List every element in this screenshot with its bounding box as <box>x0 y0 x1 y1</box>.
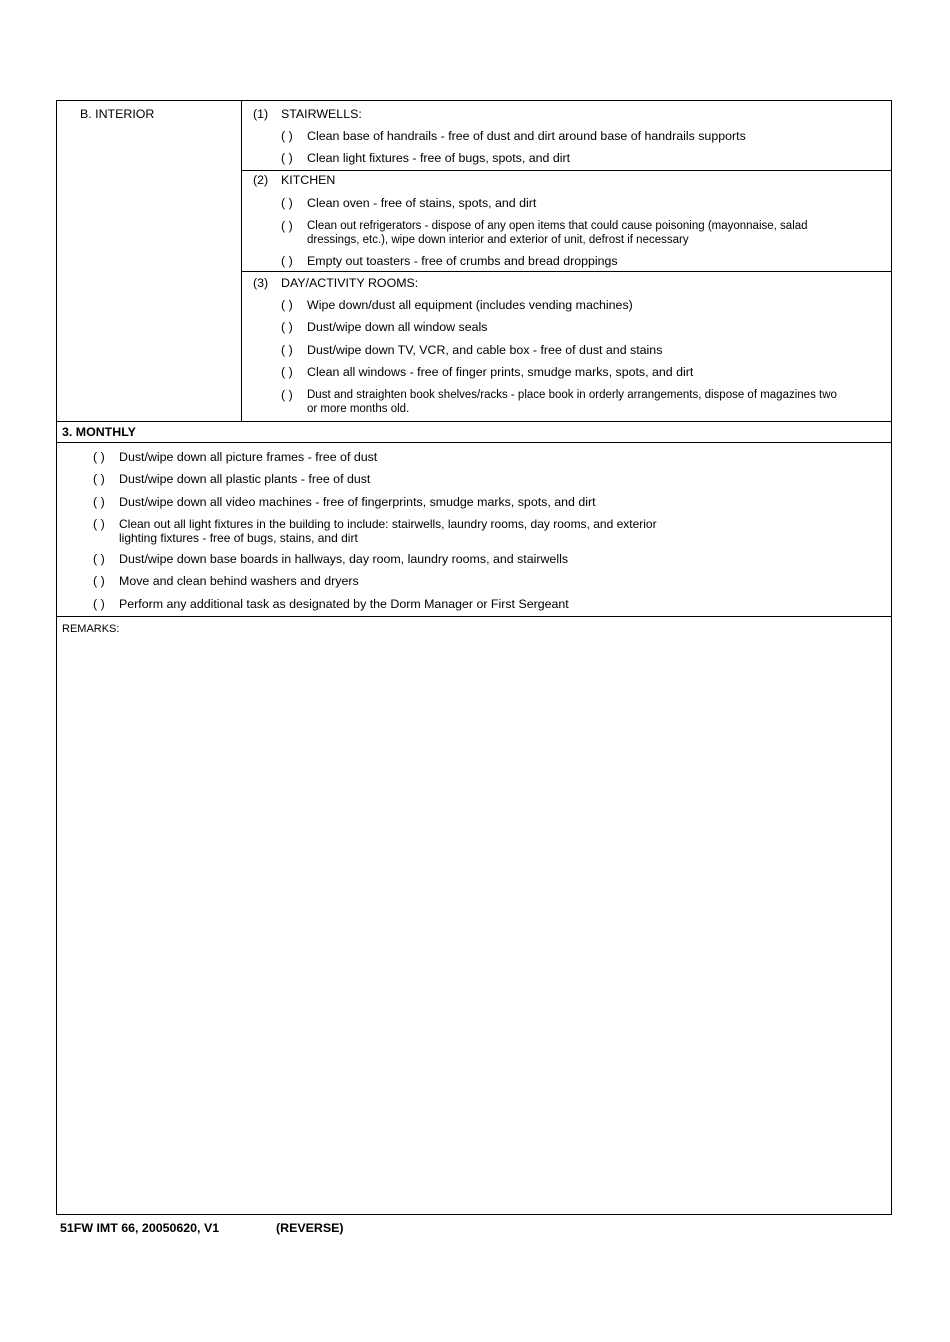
checkbox[interactable]: ( ) <box>93 472 105 486</box>
day-rooms-title: DAY/ACTIVITY ROOMS: <box>281 276 419 290</box>
page-side: (REVERSE) <box>276 1221 344 1235</box>
checklist-item <box>281 254 618 269</box>
remarks-label: REMARKS: <box>62 623 120 635</box>
checklist-item <box>93 495 596 510</box>
checklist-item <box>281 129 746 144</box>
checklist-item <box>281 298 633 313</box>
checklist-item <box>281 151 570 166</box>
item-text: Dust/wipe down TV, VCR, and cable box - free of dust and stains <box>307 343 663 357</box>
checkbox[interactable]: ( ) <box>93 450 105 464</box>
item-text: Dust/wipe down all picture frames - free of dust <box>119 450 378 464</box>
item-text: Dust/wipe down all window seals <box>307 320 488 334</box>
checklist-item <box>93 517 694 545</box>
checklist-item <box>93 574 359 589</box>
checkbox[interactable]: ( ) <box>281 343 293 357</box>
checkbox[interactable]: ( ) <box>281 254 293 268</box>
kitchen-number: (2) <box>253 173 269 187</box>
checkbox[interactable]: ( ) <box>281 129 293 143</box>
checklist-item <box>93 552 568 567</box>
item-text: Perform any additional task as designated by the Dorm Manager or First Sergeant <box>119 597 569 611</box>
checklist-item <box>281 219 847 247</box>
checkbox[interactable]: ( ) <box>281 219 293 233</box>
monthly-title: 3. MONTHLY <box>62 425 136 439</box>
checkbox[interactable]: ( ) <box>93 495 105 509</box>
item-text: Clean base of handrails - free of dust and dirt around base of handrails supports <box>307 129 746 143</box>
checkbox[interactable]: ( ) <box>281 365 293 379</box>
checkbox[interactable]: ( ) <box>93 574 105 588</box>
divider-day-rooms <box>241 271 892 272</box>
checklist-item <box>281 365 693 380</box>
remarks-area[interactable] <box>57 640 891 1214</box>
checkbox[interactable]: ( ) <box>281 151 293 165</box>
checklist-item <box>281 388 847 416</box>
checkbox[interactable]: ( ) <box>281 320 293 334</box>
checklist-item <box>281 320 487 335</box>
checkbox[interactable]: ( ) <box>281 388 293 402</box>
divider-monthly-top <box>56 421 892 422</box>
item-text: Wipe down/dust all equipment (includes vending machines) <box>307 298 633 312</box>
divider-monthly-header <box>56 442 892 443</box>
checklist-item <box>93 450 377 465</box>
item-text: Clean all windows - free of finger prints, smudge marks, spots, and dirt <box>307 365 694 379</box>
interior-label: B. INTERIOR <box>80 107 155 121</box>
stairwells-title: STAIRWELLS: <box>281 107 362 121</box>
item-text: Dust and straighten book shelves/racks - place book in orderly arrangements, dispose of magazines two or more months old. <box>307 389 837 415</box>
checklist-item <box>281 343 662 358</box>
checklist-item <box>281 196 536 211</box>
stairwells-number: (1) <box>253 107 269 121</box>
item-text: Clean light fixtures - free of bugs, spots, and dirt <box>307 151 571 165</box>
checkbox[interactable]: ( ) <box>93 597 105 611</box>
checkbox[interactable]: ( ) <box>281 196 293 210</box>
checklist-item <box>93 472 370 487</box>
divider-kitchen <box>241 170 892 171</box>
item-text: Dust/wipe down all plastic plants - free of dust <box>119 472 371 486</box>
form-id: 51FW IMT 66, 20050620, V1 <box>60 1221 220 1235</box>
checkbox[interactable]: ( ) <box>281 298 293 312</box>
checkbox[interactable]: ( ) <box>93 517 105 531</box>
item-text: Clean oven - free of stains, spots, and dirt <box>307 196 537 210</box>
divider-remarks <box>56 616 892 617</box>
item-text: Empty out toasters - free of crumbs and bread droppings <box>307 254 618 268</box>
item-text: Dust/wipe down base boards in hallways, day room, laundry rooms, and stairwells <box>119 552 569 566</box>
day-rooms-number: (3) <box>253 276 269 290</box>
item-text: Move and clean behind washers and dryers <box>119 574 359 588</box>
checkbox[interactable]: ( ) <box>93 552 105 566</box>
kitchen-title: KITCHEN <box>281 173 336 187</box>
item-text: Clean out refrigerators - dispose of any open items that could cause poisoning (mayonnaise, salad dressings, etc.), wipe down interior and exterior of unit, defrost if necessary <box>307 220 808 246</box>
item-text: Dust/wipe down all video machines - free of fingerprints, smudge marks, spots, and dirt <box>119 495 596 509</box>
checklist-item <box>93 597 569 612</box>
column-divider <box>241 101 242 421</box>
item-text: Clean out all light fixtures in the building to include: stairwells, laundry rooms, day rooms, and exterior lighting fixtures - free of bugs, stains, and dirt <box>119 517 657 545</box>
